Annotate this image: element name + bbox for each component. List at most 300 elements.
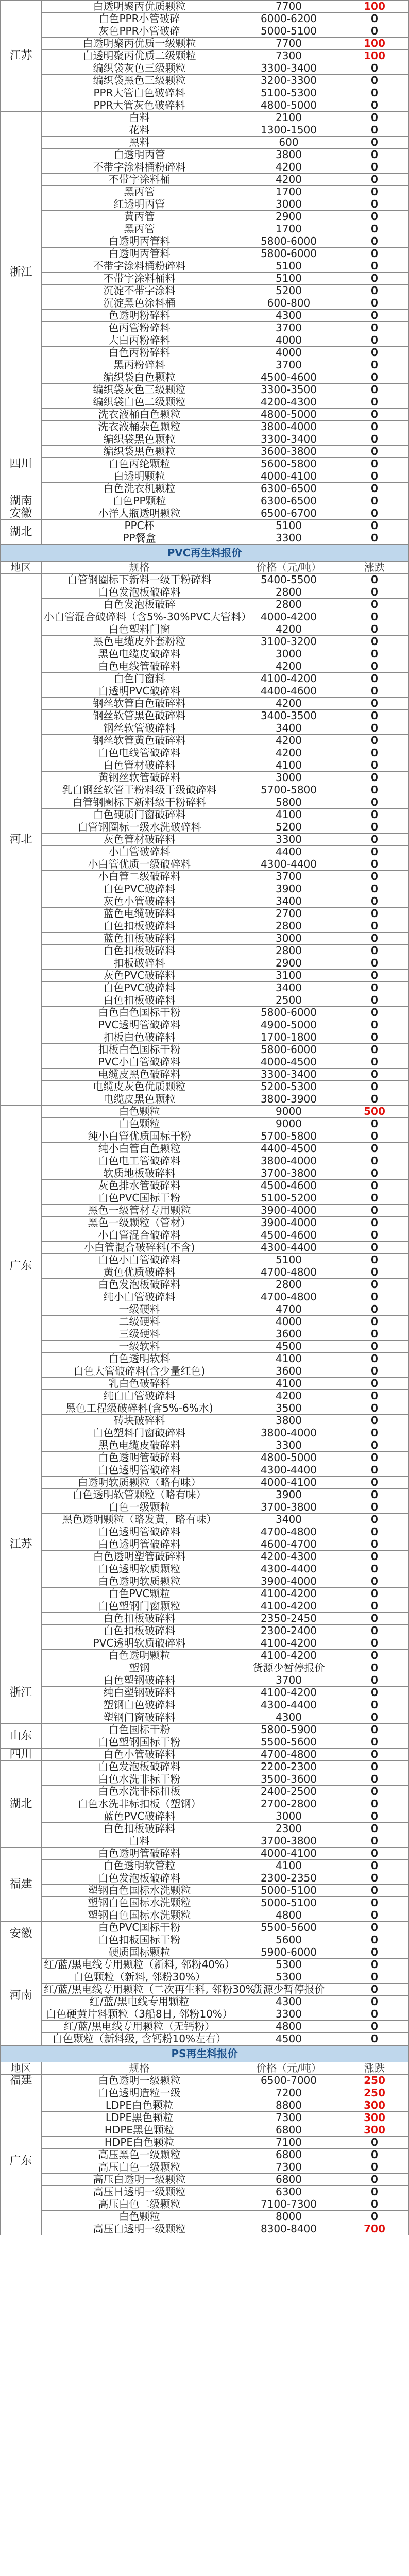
region-cell: 四川 [1, 433, 42, 495]
change-cell: 0 [340, 1501, 409, 1514]
change-cell: 0 [340, 1155, 409, 1167]
price-cell: 3400 [237, 982, 340, 994]
change-cell: 0 [340, 149, 409, 161]
table-row [1, 1934, 409, 1946]
change-cell: 0 [340, 62, 409, 75]
spec-cell: 白管钢圈标下新料级干粉碎料 [42, 796, 237, 809]
spec-cell: 电缆皮灰色优质颗粒 [42, 1081, 237, 1093]
table-row [1, 1415, 409, 1427]
spec-cell: 扣板白色国标干粉 [42, 1044, 237, 1056]
price-cell: 4200 [237, 623, 340, 636]
price-cell: 3700 [237, 322, 340, 334]
section-title-row [1, 545, 409, 562]
table-row [1, 1093, 409, 1106]
table-row [1, 1563, 409, 1575]
change-cell: 0 [340, 235, 409, 248]
table-row [1, 1130, 409, 1143]
region-cell: 河南 [1, 1946, 42, 2045]
change-cell: 0 [340, 334, 409, 347]
change-cell: 0 [340, 2149, 409, 2161]
change-cell: 0 [340, 1934, 409, 1946]
price-cell: 5500-5600 [237, 1736, 340, 1749]
change-cell: 0 [340, 1551, 409, 1563]
price-cell: 5800-5900 [237, 1724, 340, 1736]
change-cell: 0 [340, 1749, 409, 1761]
spec-cell: 黄丙管 [42, 211, 237, 223]
change-cell: 0 [340, 2021, 409, 2033]
spec-cell: 白管钢圈标下新料一级干粉碎料 [42, 574, 237, 586]
region-cell: 湖南 [1, 495, 42, 507]
change-cell: 0 [340, 759, 409, 772]
region-cell: 福建 [1, 1848, 42, 1922]
price-cell: 5800-6000 [237, 235, 340, 248]
price-cell: 5100 [237, 260, 340, 273]
spec-cell: 小白管优质一级破碎料 [42, 858, 237, 871]
change-cell: 0 [340, 1365, 409, 1378]
region-cell: 广东 [1, 1106, 42, 1427]
table-row [1, 235, 409, 248]
change-cell: 0 [340, 1167, 409, 1180]
spec-cell: 白透明丙管 [42, 149, 237, 161]
table-row [1, 248, 409, 260]
change-cell: 0 [340, 574, 409, 586]
price-cell: 3700-3800 [237, 1167, 340, 1180]
spec-cell: 编织袋白色二级颗粒 [42, 396, 237, 409]
price-cell: 3700-3800 [237, 1835, 340, 1848]
change-cell: 250 [340, 2087, 409, 2099]
price-cell: 3600 [237, 1328, 340, 1341]
price-cell: 2800 [237, 945, 340, 957]
table-row [1, 1526, 409, 1538]
table-row [1, 75, 409, 87]
price-cell: 6300 [237, 2186, 340, 2198]
price-cell: 2800 [237, 599, 340, 611]
price-cell: 3900-4000 [237, 1217, 340, 1229]
price-cell: 7300 [237, 50, 340, 62]
price-cell: 4700 [237, 1303, 340, 1316]
spec-cell: 黄色优质破碎料 [42, 1266, 237, 1279]
spec-cell: 白管钢圈标一级水洗破碎料 [42, 821, 237, 834]
spec-cell: 扣板破碎料 [42, 957, 237, 970]
table-row [1, 470, 409, 483]
spec-cell: 白色塑钢门窗颗粒 [42, 1600, 237, 1613]
table-row [1, 1996, 409, 2008]
spec-cell: 黑色一级管材专用颗粒 [42, 1205, 237, 1217]
price-cell: 3300 [237, 532, 340, 545]
spec-cell: 高压白色二级颗粒 [42, 2198, 237, 2211]
table-row [1, 1192, 409, 1205]
change-cell: 0 [340, 1773, 409, 1786]
change-cell: 0 [340, 970, 409, 982]
spec-cell: LDPE黑色颗粒 [42, 2112, 237, 2124]
table-row [1, 1662, 409, 1674]
spec-cell: 纯白白管破碎料 [42, 1390, 237, 1402]
price-cell: 4300-4400 [237, 1699, 340, 1711]
table-row [1, 1872, 409, 1885]
table-row [1, 2223, 409, 2235]
price-cell: 3900 [237, 1489, 340, 1501]
change-cell: 0 [340, 1625, 409, 1637]
spec-cell: 黑丙粉碎料 [42, 359, 237, 371]
section-title: PVC再生料报价 [1, 545, 409, 562]
table-row [1, 2186, 409, 2198]
price-cell: 9000 [237, 1106, 340, 1118]
change-cell: 0 [340, 396, 409, 409]
table-row [1, 124, 409, 137]
change-cell: 0 [340, 1662, 409, 1674]
price-cell: 4000 [237, 334, 340, 347]
change-cell: 700 [340, 2223, 409, 2235]
spec-cell: 白透明丙管料 [42, 235, 237, 248]
spec-cell: 电缆皮黑色颗粒 [42, 1093, 237, 1106]
price-cell: 5100-5200 [237, 1192, 340, 1205]
spec-cell: 黑料 [42, 137, 237, 149]
table-row [1, 1242, 409, 1254]
price-cell: 3000 [237, 933, 340, 945]
table-row [1, 149, 409, 161]
table-row [1, 2149, 409, 2161]
change-cell: 0 [340, 1093, 409, 1106]
price-cell: 3800-4000 [237, 1155, 340, 1167]
change-cell: 0 [340, 25, 409, 38]
table-row [1, 1155, 409, 1167]
spec-cell: 乳白色破碎料 [42, 1378, 237, 1390]
price-cell: 3300-3400 [237, 62, 340, 75]
spec-cell: PPR大管灰色破碎料 [42, 99, 237, 112]
spec-cell: 塑钢白色破碎料 [42, 1699, 237, 1711]
table-row [1, 347, 409, 359]
table-row [1, 446, 409, 458]
table-row [1, 957, 409, 970]
table-row [1, 1600, 409, 1613]
table-row [1, 1291, 409, 1303]
price-cell: 6500-7000 [237, 2075, 340, 2087]
spec-cell: 不带字涂料桶粉碎料 [42, 260, 237, 273]
spec-cell: 白色颗粒 [42, 1106, 237, 1118]
price-cell: 5000-5100 [237, 1885, 340, 1897]
spec-cell: 乳白钢丝软管干粉料级干级破碎料 [42, 784, 237, 796]
spec-cell: 白透明PVC破碎料 [42, 685, 237, 698]
spec-cell: PP餐盒 [42, 532, 237, 545]
spec-cell: 红透明丙管 [42, 198, 237, 211]
spec-cell: PVC小白管破碎料 [42, 1056, 237, 1069]
change-cell: 0 [340, 1130, 409, 1143]
table-row [1, 1551, 409, 1563]
price-cell: 4900-5000 [237, 1019, 340, 1031]
section-title-row [1, 2046, 409, 2062]
table-row [1, 1019, 409, 1031]
spec-cell: 沉淀黑色涂料桶 [42, 297, 237, 310]
price-cell: 4500-4600 [237, 1229, 340, 1242]
price-cell: 货源少暂停报价 [237, 1984, 340, 1996]
spec-cell: 小白管二级破碎料 [42, 871, 237, 883]
change-cell: 0 [340, 1056, 409, 1069]
spec-cell: 白透明聚丙优质一级颗粒 [42, 38, 237, 50]
change-cell: 0 [340, 2161, 409, 2174]
change-cell: 0 [340, 1971, 409, 1984]
table-row [1, 1081, 409, 1093]
table-row [1, 623, 409, 636]
price-cell: 4800 [237, 2021, 340, 2033]
change-cell: 0 [340, 273, 409, 285]
change-cell: 0 [340, 1526, 409, 1538]
spec-cell: 高压白透明一级颗粒 [42, 2174, 237, 2186]
spec-cell: 白色塑钢国标干粉 [42, 1736, 237, 1749]
price-cell: 4300 [237, 1996, 340, 2008]
table-row [1, 611, 409, 623]
table-row [1, 1402, 409, 1415]
table-row [1, 2161, 409, 2174]
table-row [1, 796, 409, 809]
table-row [1, 1427, 409, 1439]
price-cell: 4600-4700 [237, 1538, 340, 1551]
table-row [1, 99, 409, 112]
spec-cell: 小白管破碎料 [42, 846, 237, 858]
spec-cell: 蓝色扣板破碎料 [42, 933, 237, 945]
price-cell: 2900 [237, 211, 340, 223]
price-cell: 5400-5500 [237, 574, 340, 586]
table-row [1, 1897, 409, 1909]
price-cell: 4400 [237, 846, 340, 858]
price-cell: 4300-4400 [237, 1563, 340, 1575]
price-cell: 2200-2300 [237, 1761, 340, 1773]
change-cell: 0 [340, 223, 409, 235]
price-cell: 3500 [237, 1402, 340, 1415]
table-row [1, 458, 409, 470]
table-row [1, 1229, 409, 1242]
change-cell: 0 [340, 1007, 409, 1019]
price-cell: 4700-4800 [237, 1266, 340, 1279]
table-row [1, 660, 409, 673]
table-row [1, 710, 409, 722]
change-cell: 0 [340, 673, 409, 685]
spec-cell: 塑钢白色国标水洗颗粒 [42, 1885, 237, 1897]
price-cell: 6800 [237, 2124, 340, 2137]
change-cell: 0 [340, 611, 409, 623]
table-row [1, 1687, 409, 1699]
price-cell: 4700-4800 [237, 1526, 340, 1538]
change-cell: 0 [340, 1909, 409, 1922]
change-cell: 0 [340, 2211, 409, 2223]
table-row [1, 1316, 409, 1328]
change-cell: 0 [340, 322, 409, 334]
spec-cell: 编织袋灰色三级颗粒 [42, 62, 237, 75]
price-cell: 4000-4100 [237, 470, 340, 483]
spec-cell: 纯小白管优质国标干粉 [42, 1130, 237, 1143]
price-cell: 6500-6700 [237, 507, 340, 520]
change-cell: 300 [340, 2112, 409, 2124]
table-row [1, 532, 409, 545]
change-cell: 0 [340, 698, 409, 710]
table-row [1, 994, 409, 1007]
spec-cell: PVC透明软质破碎料 [42, 1637, 237, 1650]
price-cell: 4300-4400 [237, 858, 340, 871]
change-cell: 0 [340, 623, 409, 636]
change-cell: 0 [340, 920, 409, 933]
price-cell: 4300-4400 [237, 1242, 340, 1254]
table-row [1, 1341, 409, 1353]
table-row [1, 137, 409, 149]
change-cell: 0 [340, 507, 409, 520]
change-cell: 0 [340, 1402, 409, 1415]
price-cell: 4100-4200 [237, 1600, 340, 1613]
spec-cell: 白色PP颗粒 [42, 495, 237, 507]
price-cell: 5800-6000 [237, 248, 340, 260]
spec-cell: 灰色小管破碎料 [42, 895, 237, 908]
change-cell: 0 [340, 1031, 409, 1044]
change-cell: 0 [340, 112, 409, 124]
change-cell: 0 [340, 1452, 409, 1464]
price-cell: 5900-6000 [237, 1946, 340, 1959]
spec-cell: 塑钢门窗破碎料 [42, 1711, 237, 1724]
change-cell: 0 [340, 772, 409, 784]
header-change: 涨跌 [340, 2062, 409, 2075]
change-cell: 0 [340, 821, 409, 834]
price-cell: 3900-4000 [237, 1575, 340, 1588]
price-cell: 5200 [237, 285, 340, 297]
change-cell: 0 [340, 1316, 409, 1328]
spec-cell: 白色管材破碎料 [42, 759, 237, 772]
price-cell: 7100 [237, 2137, 340, 2149]
change-cell: 0 [340, 198, 409, 211]
table-row [1, 883, 409, 895]
change-cell: 0 [340, 161, 409, 174]
price-table [0, 0, 409, 545]
table-row [1, 483, 409, 495]
header-change: 涨跌 [340, 562, 409, 574]
price-cell: 4500-4600 [237, 371, 340, 384]
price-cell: 4100 [237, 1378, 340, 1390]
price-cell: 1700-1800 [237, 1031, 340, 1044]
region-cell: 广东 [1, 2087, 42, 2235]
spec-cell: 白色PVC破碎料 [42, 883, 237, 895]
spec-cell: 白料 [42, 1835, 237, 1848]
table-row [1, 25, 409, 38]
spec-cell: 白色PPR小管破碎 [42, 13, 237, 25]
table-row [1, 1378, 409, 1390]
spec-cell: 白色国标干粉 [42, 1724, 237, 1736]
spec-cell: 高压白透明一级颗粒 [42, 2223, 237, 2235]
table-row [1, 895, 409, 908]
spec-cell: 白色颗粒 [42, 1118, 237, 1130]
price-cell: 5600 [237, 1934, 340, 1946]
price-cell: 4200 [237, 735, 340, 747]
change-cell: 0 [340, 347, 409, 359]
table-row [1, 396, 409, 409]
change-cell: 0 [340, 1922, 409, 1934]
change-cell: 0 [340, 1588, 409, 1600]
spec-cell: 红/蓝/黑电线专用颗粒 [42, 1996, 237, 2008]
spec-cell: 白色扣板破碎料 [42, 1823, 237, 1835]
change-cell: 0 [340, 13, 409, 25]
price-cell: 5200-5300 [237, 1081, 340, 1093]
change-cell: 0 [340, 945, 409, 957]
spec-cell: 编织袋白色颗粒 [42, 371, 237, 384]
spec-cell: 一级软料 [42, 1341, 237, 1353]
change-cell: 0 [340, 722, 409, 735]
price-cell: 3300-3500 [237, 384, 340, 396]
spec-cell: 灰色PVC破碎料 [42, 970, 237, 982]
price-cell: 3700 [237, 1674, 340, 1687]
table-row [1, 285, 409, 297]
price-cell: 3300 [237, 1439, 340, 1452]
table-row [1, 1798, 409, 1810]
spec-cell: 小白管混合破碎料 [42, 1229, 237, 1242]
spec-cell: 白料 [42, 112, 237, 124]
table-row [1, 1118, 409, 1130]
change-cell: 0 [340, 433, 409, 446]
spec-cell: 编织袋黑色颗粒 [42, 433, 237, 446]
price-cell: 4100-4200 [237, 673, 340, 685]
price-cell: 5200 [237, 821, 340, 834]
spec-cell: 白色透明管破碎料 [42, 1538, 237, 1551]
spec-cell: 一级硬料 [42, 1303, 237, 1316]
change-cell: 0 [340, 1860, 409, 1872]
table-row [1, 685, 409, 698]
spec-cell: 白透明丙管料 [42, 248, 237, 260]
change-cell: 0 [340, 1303, 409, 1316]
spec-cell: 高压黑色一级颗粒 [42, 2149, 237, 2161]
table-row [1, 1303, 409, 1316]
table-row [1, 297, 409, 310]
table-row [1, 1749, 409, 1761]
table-row [1, 1353, 409, 1365]
change-cell: 0 [340, 1650, 409, 1662]
spec-cell: 洗衣液桶白色颗粒 [42, 409, 237, 421]
spec-cell: 不带字涂料桶粉碎料 [42, 161, 237, 174]
price-cell: 5500-5600 [237, 1922, 340, 1934]
table-row [1, 1279, 409, 1291]
change-cell: 0 [340, 846, 409, 858]
table-row [1, 1254, 409, 1266]
spec-cell: 编织袋灰色三级颗粒 [42, 384, 237, 396]
price-cell: 5600-5800 [237, 458, 340, 470]
change-cell: 0 [340, 1786, 409, 1798]
price-cell: 2800 [237, 586, 340, 599]
change-cell: 0 [340, 124, 409, 137]
spec-cell: 白色PVC破碎料 [42, 982, 237, 994]
table-row [1, 174, 409, 186]
price-cell: 2400-2500 [237, 1786, 340, 1798]
table-row [1, 722, 409, 735]
spec-cell: 白色白色国标干粉 [42, 1007, 237, 1019]
spec-cell: 白色扣板国标干粉 [42, 1934, 237, 1946]
change-cell: 0 [340, 1180, 409, 1192]
spec-cell: 黑色工程级破碎料(含5%-6%水) [42, 1402, 237, 1415]
table-row [1, 13, 409, 25]
price-cell: 5800 [237, 796, 340, 809]
price-cell: 3400-3500 [237, 710, 340, 722]
price-cell: 5100 [237, 520, 340, 532]
table-row [1, 2033, 409, 2045]
price-cell: 4100-4200 [237, 1637, 340, 1650]
table-row [1, 520, 409, 532]
change-cell: 0 [340, 1378, 409, 1390]
price-cell: 3400 [237, 1514, 340, 1526]
table-row [1, 1205, 409, 1217]
change-cell: 0 [340, 384, 409, 396]
spec-cell: 白色PVC颗粒 [42, 1588, 237, 1600]
change-cell: 0 [340, 908, 409, 920]
spec-cell: PVC透明管破碎料 [42, 1019, 237, 1031]
spec-cell: 灰色排水管破碎料 [42, 1180, 237, 1192]
price-cell: 4500-4600 [237, 1180, 340, 1192]
spec-cell: 洗衣液桶杂色颗粒 [42, 421, 237, 433]
price-cell: 3800-4000 [237, 421, 340, 433]
section-title: PS再生料报价 [1, 2046, 409, 2062]
spec-cell: 黑丙管 [42, 186, 237, 198]
table-row [1, 747, 409, 759]
